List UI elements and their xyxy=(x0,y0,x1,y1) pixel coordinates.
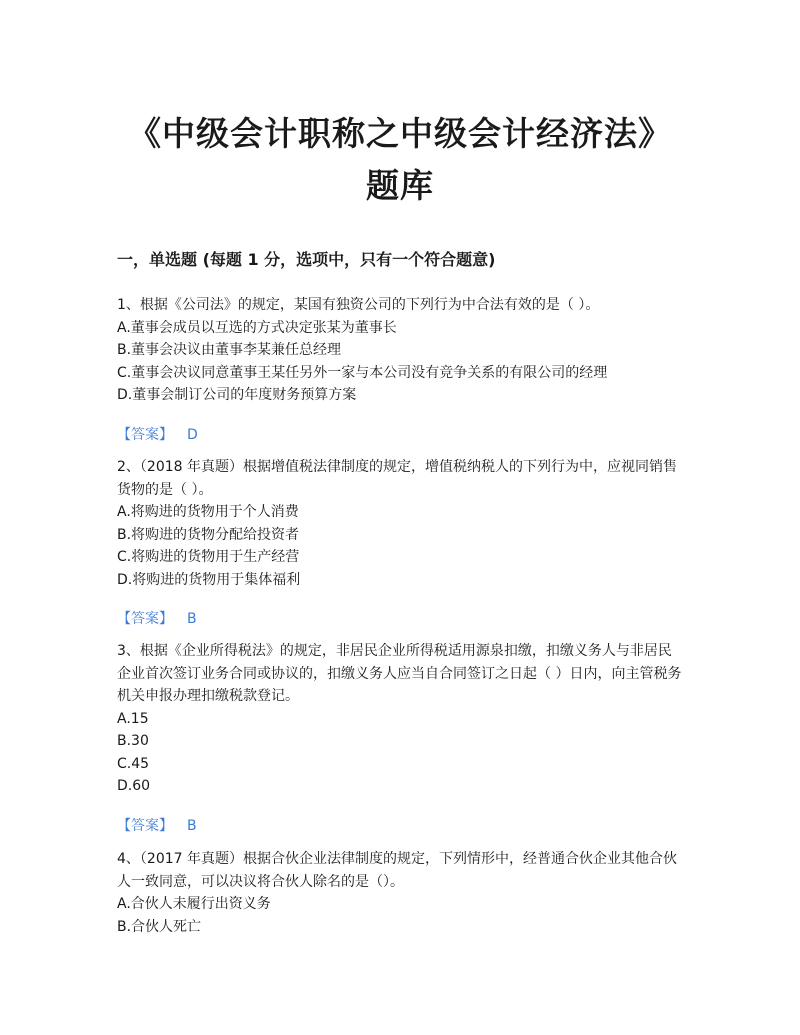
question-2 xyxy=(117,456,682,630)
option-c: C.45 xyxy=(117,755,150,772)
option-b: B.董事会决议由董事李某兼任总经理 xyxy=(117,342,342,358)
document-subtitle: 题库 xyxy=(366,166,434,205)
option-d: D.60 xyxy=(117,778,151,794)
question-1 xyxy=(117,294,682,446)
answer-line xyxy=(117,608,682,630)
option-d: D.董事会制订公司的年度财务预算方案 xyxy=(117,387,357,403)
document-title: 《中级会计职称之中级会计经济法》 xyxy=(128,114,672,153)
option-c: C.董事会决议同意董事王某任另外一家与本公司没有竞争关系的有限公司的经理 xyxy=(117,364,608,381)
option-b: B.30 xyxy=(117,733,149,749)
question-3 xyxy=(117,640,682,837)
option-a: A.合伙人未履行出资义务 xyxy=(117,896,271,912)
option-d: D.将购进的货物用于集体福利 xyxy=(117,571,301,588)
answer-label: 【答案】 xyxy=(117,817,173,834)
question-stem: 2、（2018 年真题）根据增值税法律制度的规定，增值税纳税人的下列行为中，应视同销售货物的是（ ）。 xyxy=(117,459,677,498)
answer-label: 【答案】 xyxy=(117,611,173,627)
answer-value: D xyxy=(187,426,198,443)
option-b: B.将购进的货物分配给投资者 xyxy=(117,526,300,543)
option-c: C.将购进的货物用于生产经营 xyxy=(117,549,300,565)
option-a: A.15 xyxy=(117,710,149,727)
question-stem: 4、（2017 年真题）根据合伙企业法律制度的规定，下列情形中，经普通合伙企业其他合伙人一致同意，可以决议将合伙人除名的是（）。 xyxy=(117,851,677,890)
answer-line xyxy=(117,815,682,837)
answer-label: 【答案】 xyxy=(117,426,173,443)
question-stem: 1、根据《公司法》的规定，某国有独资公司的下列行为中合法有效的是（ ）。 xyxy=(117,297,600,313)
answer-line xyxy=(117,424,682,446)
question-4 xyxy=(117,848,682,938)
option-a: A.董事会成员以互选的方式决定张某为董事长 xyxy=(117,319,397,336)
question-stem: 3、根据《企业所得税法》的规定，非居民企业所得税适用源泉扣缴，扣缴义务人与非居民企业首次签订业务合同或协议的，扣缴义务人应当自合同签订之日起（ ）日内，向主管税务机关申报办理扣缴税款登记。 xyxy=(117,643,682,704)
answer-value: B xyxy=(187,817,197,834)
option-a: A.将购进的货物用于个人消费 xyxy=(117,504,299,520)
answer-value: B xyxy=(187,611,197,627)
section-heading: 一，单选题 (每题 1 分，选项中，只有一个符合题意) xyxy=(117,250,496,269)
option-b: B.合伙人死亡 xyxy=(117,918,202,935)
